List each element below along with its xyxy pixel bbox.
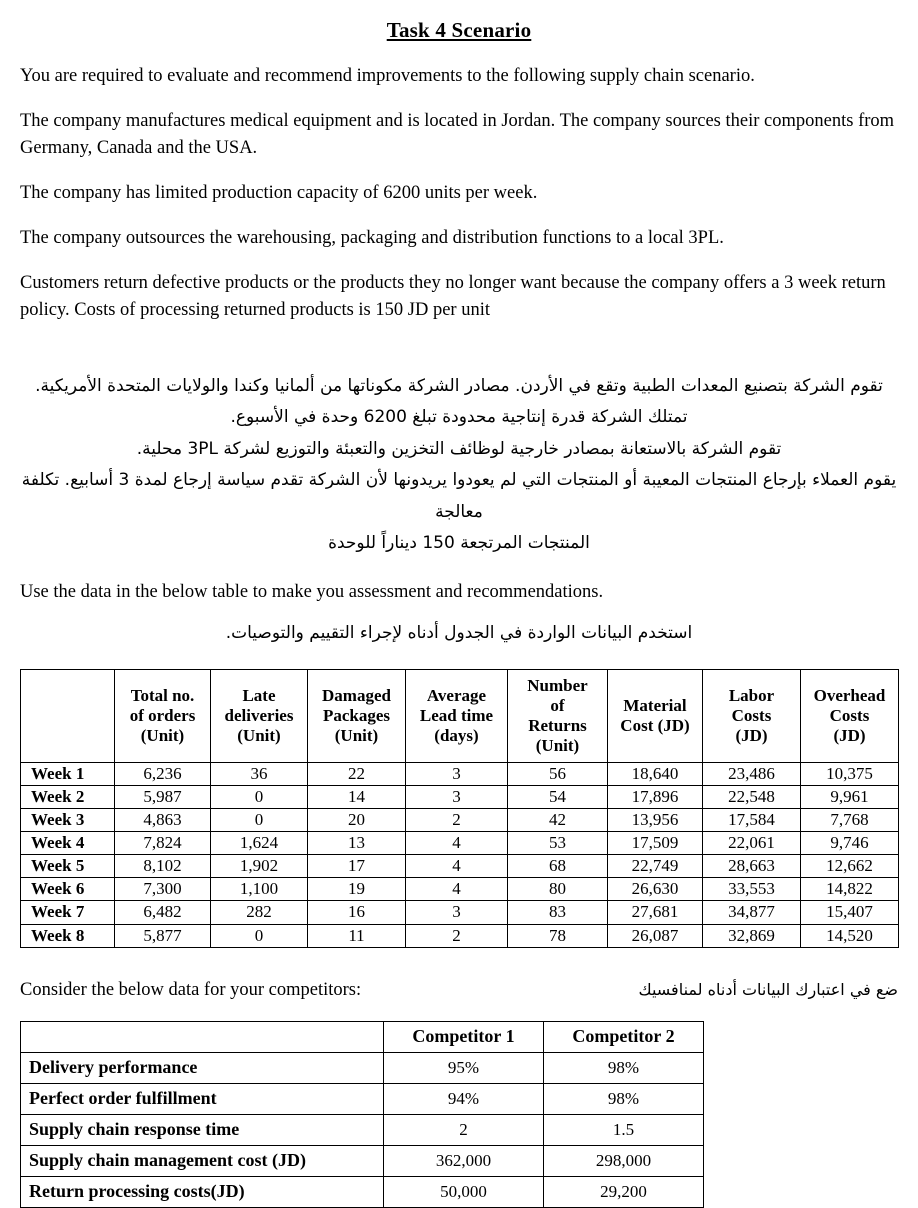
spacer	[0, 968, 918, 980]
cell-labor-costs: 22,548	[703, 786, 801, 809]
cell-competitor-2: 298,000	[544, 1145, 704, 1176]
cell-damaged-packages: 17	[308, 855, 406, 878]
header-line: (Unit)	[237, 726, 281, 746]
row-label: Week 3	[21, 809, 115, 832]
col-header-competitor-2: Competitor 2	[544, 1021, 704, 1052]
table-row	[21, 1114, 704, 1145]
table-header	[21, 670, 899, 763]
cell-total-orders: 6,236	[115, 763, 211, 786]
cell-total-orders: 5,877	[115, 924, 211, 947]
spacer	[0, 948, 918, 968]
cell-material-cost: 17,896	[608, 786, 703, 809]
col-header-metric-blank	[21, 1021, 384, 1052]
cell-late-deliveries: 0	[211, 786, 308, 809]
cell-number-of-returns: 53	[508, 832, 608, 855]
cell-late-deliveries: 1,902	[211, 855, 308, 878]
col-header-overhead-costs	[801, 670, 899, 763]
spacer	[0, 649, 918, 669]
header-line: Overhead	[813, 686, 886, 706]
cell-number-of-returns: 56	[508, 763, 608, 786]
cell-overhead-costs: 7,768	[801, 809, 899, 832]
cell-late-deliveries: 0	[211, 924, 308, 947]
row-label: Week 5	[21, 855, 115, 878]
cell-damaged-packages: 14	[308, 786, 406, 809]
header-line: Material	[623, 696, 687, 716]
cell-number-of-returns: 42	[508, 809, 608, 832]
cell-labor-costs: 33,553	[703, 878, 801, 901]
row-label: Week 8	[21, 924, 115, 947]
cell-number-of-returns: 80	[508, 878, 608, 901]
row-label: Week 4	[21, 832, 115, 855]
row-label-supply-chain-response-time: Supply chain response time	[21, 1114, 384, 1145]
cell-average-lead-time: 3	[406, 763, 508, 786]
cell-material-cost: 18,640	[608, 763, 703, 786]
cell-late-deliveries: 36	[211, 763, 308, 786]
header-line: Late	[242, 686, 276, 706]
cell-number-of-returns: 68	[508, 855, 608, 878]
cell-competitor-1: 50,000	[384, 1176, 544, 1207]
header-line: Total no.	[130, 686, 195, 706]
col-header-total-orders	[115, 670, 211, 763]
cell-competitor-2: 98%	[544, 1052, 704, 1083]
row-label: Week 6	[21, 878, 115, 901]
header-line: Damaged	[322, 686, 391, 706]
col-header-competitor-1: Competitor 1	[384, 1021, 544, 1052]
header-line: deliveries	[224, 706, 294, 726]
arabic-paragraph-outsourcing: تقوم الشركة بالاستعانة بمصادر خارجية لوظائف التخزين والتعبئة والتوزيع لشركة 3PL محلية.	[136, 438, 782, 459]
arabic-paragraph-returns-line2: المنتجات المرتجعة 150 ديناراً للوحدة	[328, 533, 590, 554]
row-label-delivery-performance: Delivery performance	[21, 1052, 384, 1083]
header-line: Costs	[829, 706, 870, 726]
cell-material-cost: 27,681	[608, 901, 703, 924]
table-row	[21, 763, 899, 786]
cell-labor-costs: 23,486	[703, 763, 801, 786]
cell-competitor-2: 29,200	[544, 1176, 704, 1207]
cell-total-orders: 7,824	[115, 832, 211, 855]
cell-damaged-packages: 22	[308, 763, 406, 786]
col-header-late-deliveries	[211, 670, 308, 763]
header-line: (JD)	[833, 726, 866, 746]
cell-average-lead-time: 2	[406, 924, 508, 947]
header-line: Returns	[528, 716, 587, 736]
row-label-return-processing-costs: Return processing costs(JD)	[21, 1176, 384, 1207]
cell-damaged-packages: 16	[308, 901, 406, 924]
paragraph-capacity: The company has limited production capacity of 6200 units per week.	[20, 182, 538, 203]
cell-material-cost: 13,956	[608, 809, 703, 832]
col-header-damaged-packages	[308, 670, 406, 763]
spacer	[0, 1001, 918, 1021]
cell-damaged-packages: 13	[308, 832, 406, 855]
paragraph-returns: Customers return defective products or the products they no longer want because the company offers a 3 week return policy. Costs of processing returned products is 150 JD per unit	[20, 273, 886, 320]
spacer	[0, 559, 918, 579]
row-label: Week 7	[21, 901, 115, 924]
arabic-paragraph-returns-line1: يقوم العملاء بإرجاع المنتجات المعيبة أو المنتجات التي لم يعودوا يريدونها لأن الشركة تقدم سياسة إرجاع لمدة 3 أسابيع. تكلفة معالجة	[21, 470, 897, 522]
cell-late-deliveries: 282	[211, 901, 308, 924]
paragraph-use-data: Use the data in the below table to make you assessment and recommendations.	[20, 582, 604, 603]
cell-overhead-costs: 15,407	[801, 901, 899, 924]
row-label: Week 2	[21, 786, 115, 809]
competitor-table-wrap	[20, 1021, 918, 1208]
cell-overhead-costs: 14,822	[801, 878, 899, 901]
cell-labor-costs: 34,877	[703, 901, 801, 924]
competitors-intro-en: Consider the below data for your competitors:	[20, 979, 362, 1000]
cell-average-lead-time: 3	[406, 901, 508, 924]
arabic-use-data-line: استخدم البيانات الواردة في الجدول أدناه لإجراء التقييم والتوصيات.	[225, 622, 693, 643]
cell-competitor-1: 2	[384, 1114, 544, 1145]
header-line: Packages	[322, 706, 391, 726]
cell-total-orders: 5,987	[115, 786, 211, 809]
row-label: Week 1	[21, 763, 115, 786]
weekly-metrics-table	[20, 669, 899, 947]
table-header-row	[21, 1021, 704, 1052]
paragraph-company-location: The company manufactures medical equipment and is located in Jordan. The company sources their components from Germany, Canada and the USA.	[20, 111, 895, 158]
table-row	[21, 1083, 704, 1114]
header-line: (Unit)	[140, 726, 185, 746]
header-line: (Unit)	[535, 736, 580, 756]
spacer	[0, 359, 918, 371]
paragraph-outsourcing: The company outsources the warehousing, packaging and distribution functions to a local 3PL.	[20, 228, 724, 249]
row-label-supply-chain-management-cost: Supply chain management cost (JD)	[21, 1145, 384, 1176]
cell-late-deliveries: 1,624	[211, 832, 308, 855]
arabic-paragraph-capacity: تمتلك الشركة قدرة إنتاجية محدودة تبلغ 6200 وحدة في الأسبوع.	[230, 407, 688, 428]
competitor-benchmark-table	[20, 1021, 704, 1208]
cell-damaged-packages: 20	[308, 809, 406, 832]
table-row	[21, 901, 899, 924]
cell-damaged-packages: 19	[308, 878, 406, 901]
col-header-labor-costs	[703, 670, 801, 763]
cell-material-cost: 26,630	[608, 878, 703, 901]
cell-competitor-1: 362,000	[384, 1145, 544, 1176]
header-line: (days)	[434, 726, 479, 746]
table-row	[21, 786, 899, 809]
table-header-row	[21, 670, 899, 763]
cell-number-of-returns: 54	[508, 786, 608, 809]
cell-late-deliveries: 1,100	[211, 878, 308, 901]
arabic-block	[0, 371, 918, 560]
cell-number-of-returns: 78	[508, 924, 608, 947]
cell-damaged-packages: 11	[308, 924, 406, 947]
document-page	[0, 18, 918, 1202]
cell-material-cost: 22,749	[608, 855, 703, 878]
cell-overhead-costs: 14,520	[801, 924, 899, 947]
cell-competitor-2: 98%	[544, 1083, 704, 1114]
row-label-perfect-order-fulfillment: Perfect order fulfillment	[21, 1083, 384, 1114]
header-line: of orders	[129, 706, 196, 726]
col-header-average-lead-time	[406, 670, 508, 763]
cell-overhead-costs: 9,961	[801, 786, 899, 809]
table-row	[21, 855, 899, 878]
col-header-blank	[21, 670, 115, 763]
spacer	[0, 606, 918, 618]
cell-labor-costs: 22,061	[703, 832, 801, 855]
header-line: Lead time	[419, 706, 494, 726]
cell-material-cost: 26,087	[608, 924, 703, 947]
cell-average-lead-time: 4	[406, 878, 508, 901]
cell-labor-costs: 28,663	[703, 855, 801, 878]
header-line: (JD)	[735, 726, 768, 746]
col-header-material-cost	[608, 670, 703, 763]
arabic-use-data	[0, 618, 918, 649]
cell-total-orders: 8,102	[115, 855, 211, 878]
cell-average-lead-time: 4	[406, 832, 508, 855]
table-row	[21, 832, 899, 855]
cell-competitor-1: 95%	[384, 1052, 544, 1083]
cell-total-orders: 7,300	[115, 878, 211, 901]
cell-labor-costs: 32,869	[703, 924, 801, 947]
competitors-intro-ar: ضع في اعتبارك البيانات أدناه لمنافسيك	[638, 979, 898, 999]
cell-total-orders: 6,482	[115, 901, 211, 924]
paragraph-intro: You are required to evaluate and recommend improvements to the following supply chain scenario.	[20, 66, 755, 86]
table-row	[21, 1176, 704, 1207]
header-line: Number	[527, 676, 588, 696]
arabic-paragraph-company-location: تقوم الشركة بتصنيع المعدات الطبية وتقع في الأردن. مصادر الشركة مكوناتها من ألمانيا وكندا والولايات المتحدة الأمريكية.	[35, 375, 883, 396]
cell-competitor-1: 94%	[384, 1083, 544, 1114]
header-line: Average	[426, 686, 487, 706]
cell-total-orders: 4,863	[115, 809, 211, 832]
header-line: Labor	[728, 686, 775, 706]
competitor-table-header	[21, 1021, 704, 1052]
header-line: Costs	[731, 706, 772, 726]
table-row	[21, 1052, 704, 1083]
cell-average-lead-time: 3	[406, 786, 508, 809]
table-row	[21, 878, 899, 901]
weekly-metrics-body	[21, 763, 899, 947]
spacer	[0, 323, 918, 359]
competitors-intro-line	[0, 980, 918, 1001]
cell-average-lead-time: 2	[406, 809, 508, 832]
cell-competitor-2: 1.5	[544, 1114, 704, 1145]
cell-average-lead-time: 4	[406, 855, 508, 878]
cell-material-cost: 17,509	[608, 832, 703, 855]
table-row	[21, 809, 899, 832]
cell-overhead-costs: 10,375	[801, 763, 899, 786]
cell-number-of-returns: 83	[508, 901, 608, 924]
col-header-number-of-returns	[508, 670, 608, 763]
header-line: Cost (JD)	[620, 716, 690, 736]
cell-overhead-costs: 12,662	[801, 855, 899, 878]
cell-overhead-costs: 9,746	[801, 832, 899, 855]
table-row	[21, 1145, 704, 1176]
header-line: (Unit)	[334, 726, 379, 746]
competitor-table-body	[21, 1052, 704, 1207]
table-row	[21, 924, 899, 947]
cell-late-deliveries: 0	[211, 809, 308, 832]
header-line: of	[550, 696, 565, 716]
page-title: Task 4 Scenario	[386, 18, 532, 42]
cell-labor-costs: 17,584	[703, 809, 801, 832]
spacer	[0, 43, 918, 63]
